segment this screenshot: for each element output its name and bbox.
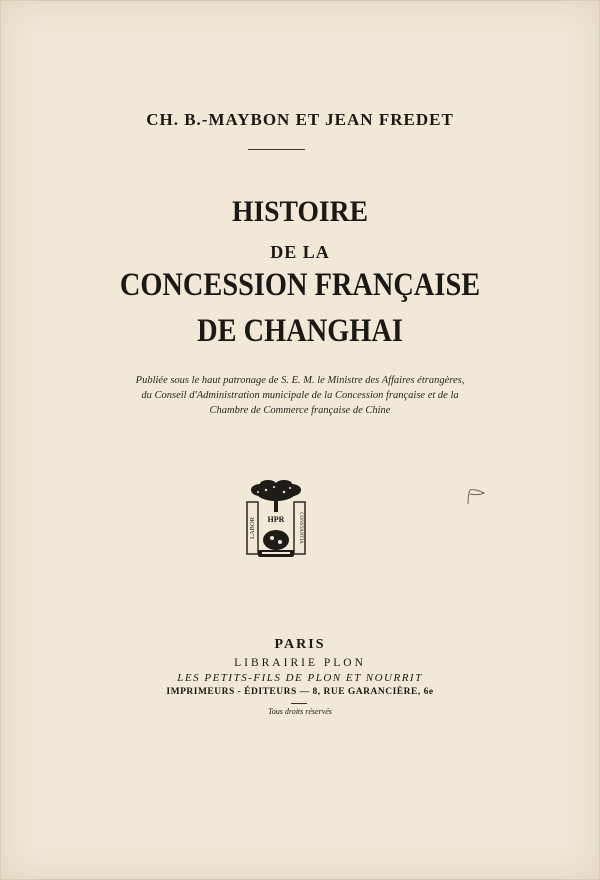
authors-line: CH. B.-MAYBON ET JEAN FREDET <box>146 110 454 129</box>
title-line-1: HISTOIRE <box>231 195 369 228</box>
imprint-divider <box>291 703 307 704</box>
title-line-3: CONCESSION FRANÇAISE <box>119 267 481 303</box>
imprint-heirs: LES PETITS-FILS DE PLON ET NOURRIT <box>177 672 423 684</box>
emblem-right-motto: CONSTANTIA <box>298 512 303 544</box>
emblem-monogram: HPR <box>267 515 285 524</box>
patronage-subtitle <box>85 373 515 418</box>
title-divider <box>248 149 305 150</box>
handwritten-mark-icon <box>462 487 488 507</box>
title-line-4: DE CHANGHAI <box>197 313 403 349</box>
imprint-city: PARIS <box>274 637 326 652</box>
subtitle-line-2: du Conseil d'Administration municipale de la Concession française et de la <box>141 390 459 401</box>
subtitle-line-3: Chambre de Commerce française de Chine <box>209 405 391 416</box>
imprint-publisher: LIBRAIRIE PLON <box>234 657 366 669</box>
publisher-tree-emblem-icon <box>244 480 308 566</box>
emblem-left-motto: LABOR <box>249 516 256 540</box>
subtitle-line-1: Publiée sous le haut patronage de S. E. M. le Ministre des Affaires étrangères, <box>135 375 465 386</box>
title-line-2: DE LA <box>270 242 330 262</box>
rights-reserved: Tous droits réservés <box>268 707 332 716</box>
imprint-address: IMPRIMEURS - ÉDITEURS — 8, RUE GARANCIÈRE, 6e <box>166 687 434 697</box>
